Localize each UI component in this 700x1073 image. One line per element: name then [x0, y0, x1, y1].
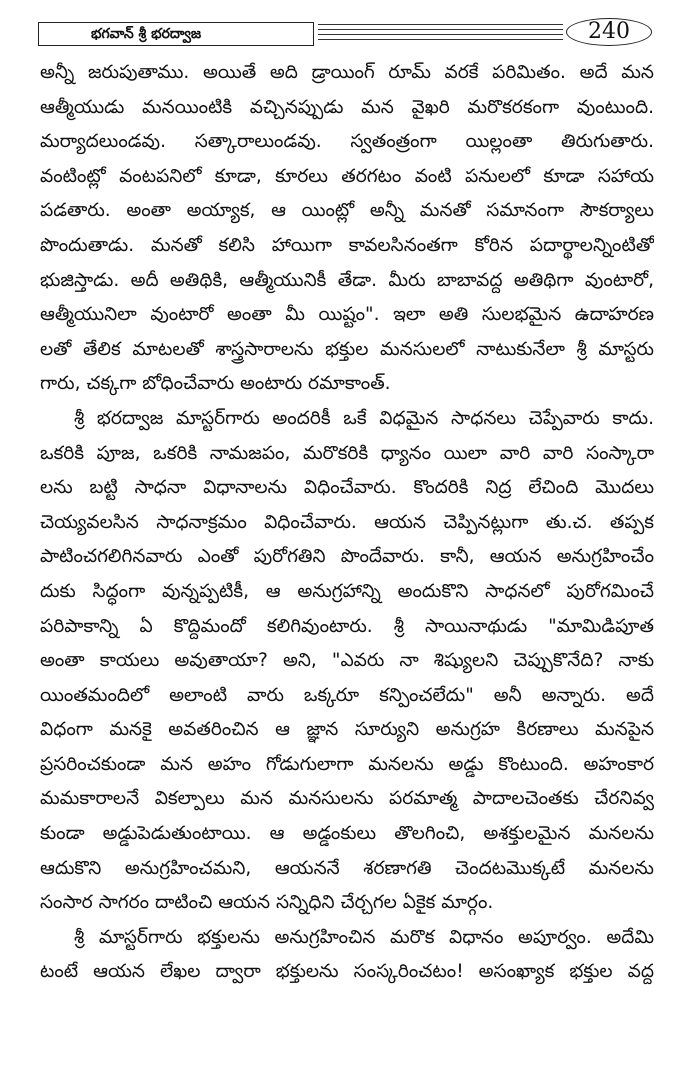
running-title: భగవాన్ శ్రీ భరద్వాజ — [38, 22, 314, 46]
text-line: మమకారాలనే వికల్పాలు మన మనసులను పరమాత్మ పాదాలచెంతకు చేరనివ్వ — [40, 788, 654, 810]
text-line: పడతారు. అంతా అయ్యాక, ఆ యింట్లో అన్నీ మనతో సమానంగా సౌకర్యాలు — [40, 200, 654, 222]
body-text — [40, 56, 654, 990]
text-line: అంతా కాయలు అవుతాయా? అని, "ఎవరు నా శిష్యులని చెప్పుకొనేది? నాకు — [40, 650, 654, 672]
page-header — [38, 19, 658, 48]
text-line: శ్రీ మాస్టర్‌గారు భక్తులను అనుగ్రహించిన మరొక విధానం అపూర్వం. అదేమి — [74, 926, 654, 948]
text-line: ఆత్మీయునిలా వుంటారో అంతా మీ యిష్టం". ఇలా అతి సులభమైన ఉదాహరణ — [40, 304, 654, 326]
text-line: పరిపాకాన్ని ఏ కొద్దిమందో కలిగివుంటారు. శ్రీ సాయినాథుడు "మామిడిపూత — [40, 615, 654, 637]
text-line: ఆదుకొని అనుగ్రహించమని, ఆయననే శరణాగతి చెందటమొక్కటే మనలను — [40, 857, 654, 879]
text-line: పొందుతాడు. మనతో కలిసి హాయిగా కావలసినంతగా కోరిన పదార్థాలన్నింటితో — [40, 234, 654, 256]
text-line: దుకు సిద్ధంగా వున్నప్పటికీ, ఆ అనుగ్రహాన్ని అందుకొని సాధనలో పురోగమించే — [40, 580, 654, 602]
text-line: సంసార సాగరం దాటించి ఆయన సన్నిధిని చేర్చగల ఏకైక మార్గం. — [40, 892, 494, 914]
header-rules — [318, 24, 563, 44]
text-line: ప్రసరించకుండా మన అహం గోడుగులాగా మనలను అడ్డు కొంటుంది. అహంకార — [40, 753, 654, 775]
text-line: చెయ్యవలసిన సాధనాక్రమం విధించేవారు. ఆయన చెప్పినట్లుగా తు.చ. తప్పక — [40, 511, 654, 533]
page-number: 240 — [566, 18, 652, 46]
text-line: కుండా అడ్డుపెడుతుంటాయి. ఆ అడ్డంకులు తొలగించి, అశక్తులమైన మనలను — [40, 823, 654, 845]
text-line: యింతమందిలో అలాంటి వారు ఒక్కరూ కన్పించలేదు" అనీ అన్నారు. అదే — [40, 684, 654, 706]
text-line: భుజిస్తాడు. అదీ అతిథికి, ఆత్మీయునికీ తేడా. మీరు బాబావద్ద అతిథిగా వుంటారో, — [40, 269, 654, 291]
text-line: ఆత్మీయుడు మనయింటికి వచ్చినప్పుడు మన వైఖరి మరొకరకంగా వుంటుంది. — [40, 96, 654, 118]
text-line: వంటింట్లో వంటపనిలో కూడా, కూరలు తరగటం వంటి పనులలో కూడా సహాయ — [40, 165, 654, 187]
text-line: గారు, చక్కగా బోధించేవారు అంటారు రమాకాంత్. — [40, 373, 391, 395]
text-line: పాటించగలిగినవారు ఎంతో పురోగతిని పొందేవారు. కానీ, ఆయన అనుగ్రహించేం — [40, 546, 654, 568]
text-line: విధంగా మనకై అవతరించిన ఆ జ్ఞాన సూర్యుని అనుగ్రహ కిరణాలు మనపైన — [40, 719, 654, 741]
text-line: ఒకరికి పూజ, ఒకరికి నామజపం, మరొకరికి ధ్యానం యిలా వారి వారి సంస్కారా — [40, 442, 654, 464]
text-line: లను బట్టి సాధనా విధానాలను విధించేవారు. కొందరికి నిద్ర లేచింది మొదలు — [40, 477, 654, 499]
text-line: టంటే ఆయన లేఖల ద్వారా భక్తులను సంస్కరించటం! అసంఖ్యాక భక్తుల వద్ద — [40, 961, 654, 983]
text-line: అన్నీ జరుపుతాము. అయితే అది డ్రాయింగ్ రూమ్ వరకే పరిమితం. అదే మన — [40, 62, 654, 83]
text-line: మర్యాదలుండవు. సత్కారాలుండవు. స్వతంత్రంగా యిల్లంతా తిరుగుతారు. — [40, 131, 654, 153]
text-line: శ్రీ భరద్వాజ మాస్టర్‌గారు అందరికీ ఒకే విధమైన సాధనలు చెప్పేవారు కాదు. — [74, 407, 654, 429]
text-line: లతో తేలిక మాటలతో శాస్త్రసారాలను భక్తుల మనసులలో నాటుకునేలా శ్రీ మాస్టరు — [40, 338, 654, 360]
